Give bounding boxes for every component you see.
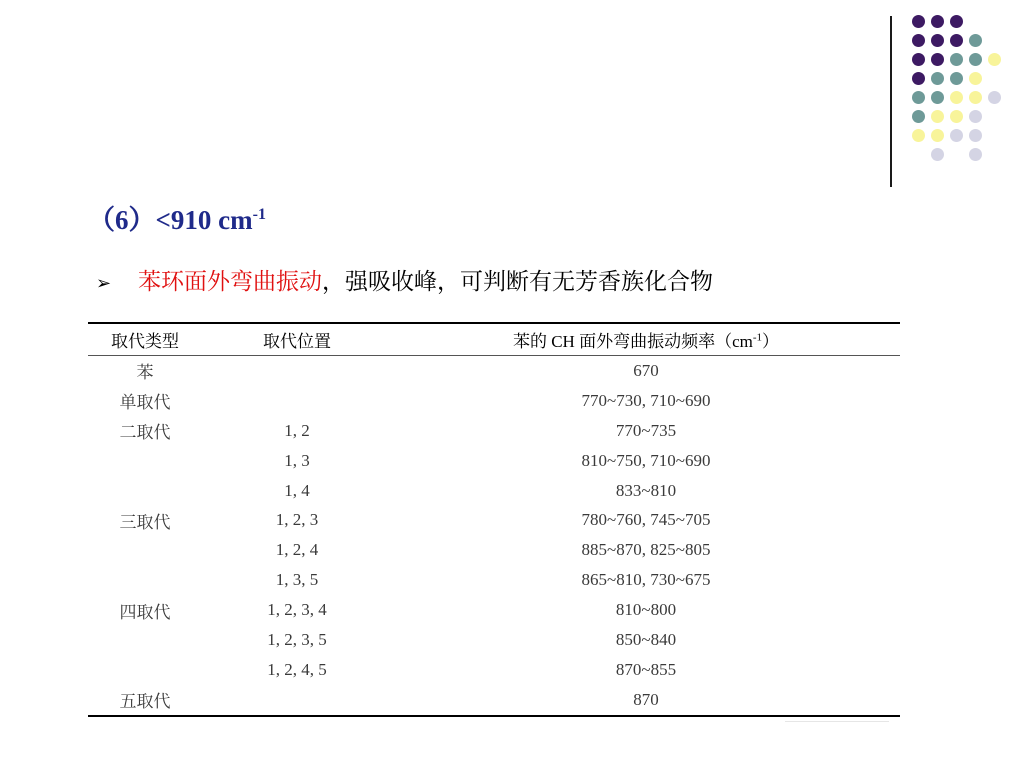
decorative-dot xyxy=(931,110,944,123)
cell-frequency: 885~870, 825~805 xyxy=(581,540,711,560)
decorative-dot xyxy=(969,91,982,104)
cell-substitution-type xyxy=(88,446,202,476)
heading-text: （6）<910 cm xyxy=(88,205,253,235)
table-row xyxy=(88,446,900,476)
table-body xyxy=(88,356,900,716)
header-frequency-suffix: ） xyxy=(762,332,780,351)
cell-substitution-position xyxy=(202,685,392,716)
decorative-dot xyxy=(931,129,944,142)
decorative-dot xyxy=(988,53,1001,66)
decorative-dot xyxy=(988,91,1001,104)
cell-substitution-type: 二取代 xyxy=(119,423,171,443)
cell-frequency: 865~810, 730~675 xyxy=(581,570,711,590)
decorative-dot xyxy=(912,72,925,85)
decorative-dot xyxy=(931,34,944,47)
decorative-dot xyxy=(950,53,963,66)
table-row xyxy=(88,476,900,506)
decorative-dot xyxy=(969,129,982,142)
table-row xyxy=(88,685,900,716)
decorative-dot xyxy=(912,129,925,142)
decorative-dot xyxy=(931,91,944,104)
cell-substitution-type xyxy=(88,476,202,506)
decorative-dot xyxy=(969,110,982,123)
bullet-point xyxy=(96,266,713,300)
cell-frequency: 833~810 xyxy=(615,480,677,500)
decorative-dot xyxy=(950,129,963,142)
cell-substitution-position: 1, 3 xyxy=(284,450,310,470)
bullet-highlight-text: 苯环面外弯曲振动 xyxy=(138,269,322,295)
table-row xyxy=(88,386,900,416)
bullet-body-text: ，强吸收峰，可判断有无芳香族化合物 xyxy=(322,269,713,295)
decorative-dot xyxy=(931,15,944,28)
header-substitution-position: 取代位置 xyxy=(202,323,392,356)
heading-superscript: -1 xyxy=(252,206,266,223)
cell-substitution-position: 1, 2, 4 xyxy=(275,540,319,560)
decorative-dot-grid xyxy=(0,0,1024,180)
decorative-dot xyxy=(950,72,963,85)
cell-frequency: 870~855 xyxy=(615,659,677,679)
decorative-dot xyxy=(950,91,963,104)
decorative-divider xyxy=(785,721,889,722)
header-frequency-superscript: -1 xyxy=(752,331,763,344)
decorative-dot xyxy=(912,91,925,104)
cell-substitution-type xyxy=(88,535,202,565)
decorative-dot xyxy=(912,53,925,66)
cell-substitution-type: 三取代 xyxy=(119,512,171,532)
decorative-dot xyxy=(912,110,925,123)
cell-frequency: 850~840 xyxy=(615,629,677,649)
cell-substitution-type: 苯 xyxy=(136,363,154,383)
table-row xyxy=(88,625,900,655)
header-substitution-type: 取代类型 xyxy=(88,323,202,356)
decorative-dot xyxy=(931,53,944,66)
cell-substitution-position: 1, 2, 4, 5 xyxy=(267,659,327,679)
cell-frequency: 770~735 xyxy=(615,420,677,440)
table-header-row xyxy=(88,323,900,356)
decorative-dot xyxy=(950,110,963,123)
cell-substitution-type xyxy=(88,565,202,595)
table-row xyxy=(88,416,900,446)
cell-frequency: 780~760, 745~705 xyxy=(581,510,711,530)
cell-frequency: 670 xyxy=(633,360,659,380)
cell-substitution-position xyxy=(202,356,392,386)
vibration-frequency-table xyxy=(88,322,900,717)
decorative-dot xyxy=(912,15,925,28)
header-frequency-text: 苯的 CH 面外弯曲振动频率（cm xyxy=(512,332,753,351)
decorative-dot xyxy=(969,34,982,47)
cell-substitution-position xyxy=(202,386,392,416)
decorative-dot xyxy=(950,34,963,47)
decorative-dot xyxy=(950,15,963,28)
cell-substitution-position: 1, 4 xyxy=(284,480,310,500)
cell-substitution-position: 1, 2 xyxy=(284,420,310,440)
cell-substitution-type: 单取代 xyxy=(119,393,171,413)
decorative-vertical-line xyxy=(890,16,892,187)
decorative-dot xyxy=(931,148,944,161)
cell-frequency: 870 xyxy=(392,685,900,716)
arrow-bullet-icon: ➢ xyxy=(96,273,112,294)
cell-substitution-type xyxy=(88,625,202,655)
cell-substitution-position: 1, 3, 5 xyxy=(275,570,319,590)
decorative-dot xyxy=(969,148,982,161)
table-row xyxy=(88,595,900,625)
table-row xyxy=(88,535,900,565)
decorative-dot xyxy=(931,72,944,85)
table-row xyxy=(88,565,900,595)
cell-substitution-position: 1, 2, 3, 4 xyxy=(267,600,327,620)
decorative-dot xyxy=(912,34,925,47)
decorative-dot xyxy=(969,72,982,85)
cell-frequency: 810~800 xyxy=(615,600,677,620)
cell-substitution-position: 1, 2, 3, 5 xyxy=(267,629,327,649)
table-row xyxy=(88,356,900,386)
cell-substitution-type: 五取代 xyxy=(88,685,202,716)
header-frequency xyxy=(392,323,900,356)
table-row xyxy=(88,655,900,685)
cell-frequency: 810~750, 710~690 xyxy=(581,450,711,470)
table-row xyxy=(88,505,900,535)
cell-frequency: 770~730, 710~690 xyxy=(581,390,711,410)
cell-substitution-type xyxy=(88,655,202,685)
cell-substitution-position: 1, 2, 3 xyxy=(275,510,319,530)
cell-substitution-type: 四取代 xyxy=(119,602,171,622)
section-heading xyxy=(88,202,266,238)
decorative-dot xyxy=(969,53,982,66)
